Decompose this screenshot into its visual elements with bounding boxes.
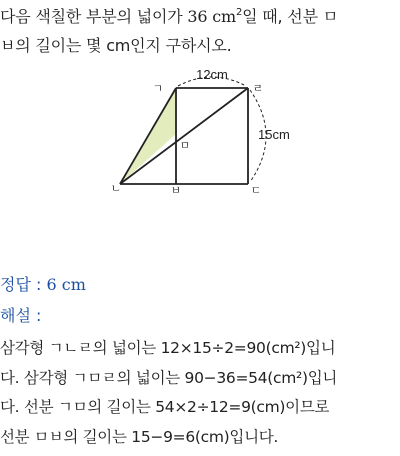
vertex-label-g: ㄱ	[152, 82, 164, 95]
area-exponent: 2	[235, 7, 243, 18]
label-right-length: 15cm	[258, 127, 290, 142]
label-top-length: 12cm	[196, 67, 228, 82]
area-value: 36	[187, 7, 208, 26]
explanation-label: 해설 :	[0, 306, 42, 325]
answer-value: 6 cm	[46, 275, 86, 294]
answer-label: 정답 :	[0, 275, 47, 294]
problem-line-2: ㅂ의 길이는 몇 cm인지 구하시오.	[0, 36, 232, 55]
explanation-text: 삼각형 ㄱㄴㄹ의 넓이는 12×15÷2=90(cm²)입니 다. 삼각형 ㄱㅁㄹ의 넓이는 90−36=54(cm²)입니 다. 선분 ㄱㅁ의 길이는 54×2÷12=9(cm)이므로 선분 ㅁㅂ의 길이는 15−9=6(cm)입니다.	[0, 339, 338, 446]
problem-line-1	[0, 2, 398, 31]
vertex-label-m: ㅁ	[179, 139, 191, 152]
problem-statement	[0, 2, 398, 60]
vertex-label-n: ㄴ	[110, 182, 122, 194]
answer-line	[0, 270, 400, 299]
geometry-figure	[110, 64, 290, 194]
area-unit: cm	[212, 7, 236, 26]
vertex-label-b: ㅂ	[170, 184, 182, 194]
problem-line-1-suffix: 일 때, 선분 ㅁ	[242, 7, 338, 26]
vertex-label-r: ㄹ	[252, 82, 264, 95]
segment-n-r	[120, 88, 248, 184]
problem-line-1-prefix: 다음 색칠한 부분의 넓이가	[0, 7, 188, 26]
vertex-label-d: ㄷ	[250, 184, 262, 194]
answer-section	[0, 270, 400, 452]
